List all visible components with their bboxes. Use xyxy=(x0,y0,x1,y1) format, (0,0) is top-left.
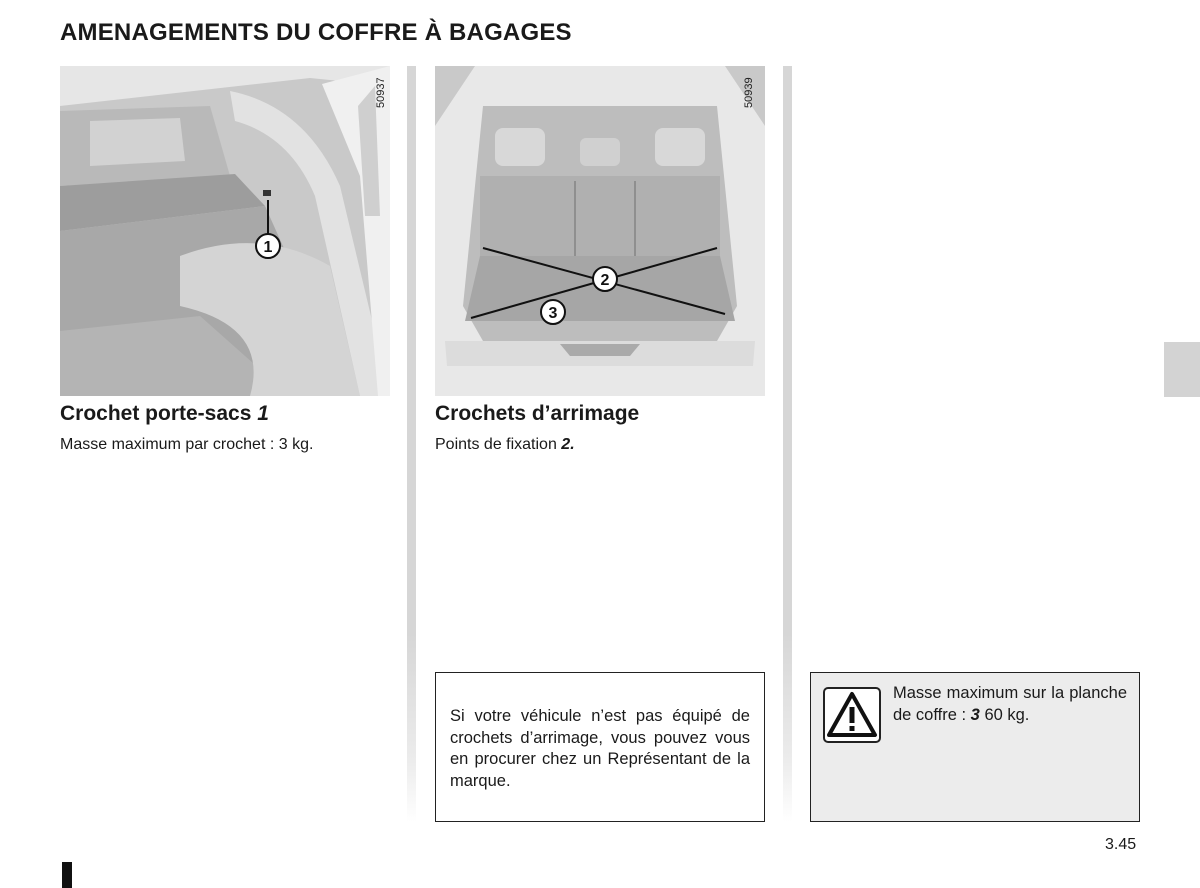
tie-down-note-text: Si votre véhicule n’est pas équipé de crochets d’arrimage, vous pouvez vous en procurer chez un Représentant de la marque. xyxy=(450,707,750,790)
page-title: AMENAGEMENTS DU COFFRE À BAGAGES xyxy=(60,19,572,46)
tie-down-text-ref: 2. xyxy=(561,436,575,453)
callout-1-label: 1 xyxy=(263,239,273,256)
tie-down-note-box xyxy=(435,672,765,822)
warning-triangle-icon xyxy=(823,687,881,743)
column-divider-right xyxy=(783,66,792,822)
warning-text xyxy=(893,683,1127,726)
callout-2-label: 2 xyxy=(600,272,610,289)
bag-hook-illustration xyxy=(60,66,390,396)
tie-down-text-prefix: Points de fixation xyxy=(435,436,562,453)
warning-text-prefix: Masse maximum sur la planche de coffre : xyxy=(893,684,1127,724)
crop-mark xyxy=(62,862,72,888)
tie-down-illustration xyxy=(435,66,765,396)
warning-text-suffix: 60 kg. xyxy=(979,705,1030,724)
bag-hook-text: Masse maximum par crochet : 3 kg. xyxy=(60,436,314,453)
warning-text-ref: 3 xyxy=(970,705,980,724)
bag-hook-heading-ref: 1 xyxy=(257,402,269,425)
callout-3-label: 3 xyxy=(548,305,558,322)
tie-down-text xyxy=(435,436,575,454)
tie-down-heading: Crochets d’arrimage xyxy=(435,402,640,425)
page-number: 3.45 xyxy=(1105,836,1137,853)
bag-hook-heading xyxy=(60,402,269,426)
warning-box xyxy=(810,672,1140,822)
figure-code: 50937 xyxy=(375,77,387,108)
chapter-tab xyxy=(1164,342,1200,397)
bag-hook-heading-text: Crochet porte-sacs xyxy=(60,402,252,425)
column-divider-left xyxy=(407,66,416,822)
figure-code: 50939 xyxy=(743,77,755,108)
